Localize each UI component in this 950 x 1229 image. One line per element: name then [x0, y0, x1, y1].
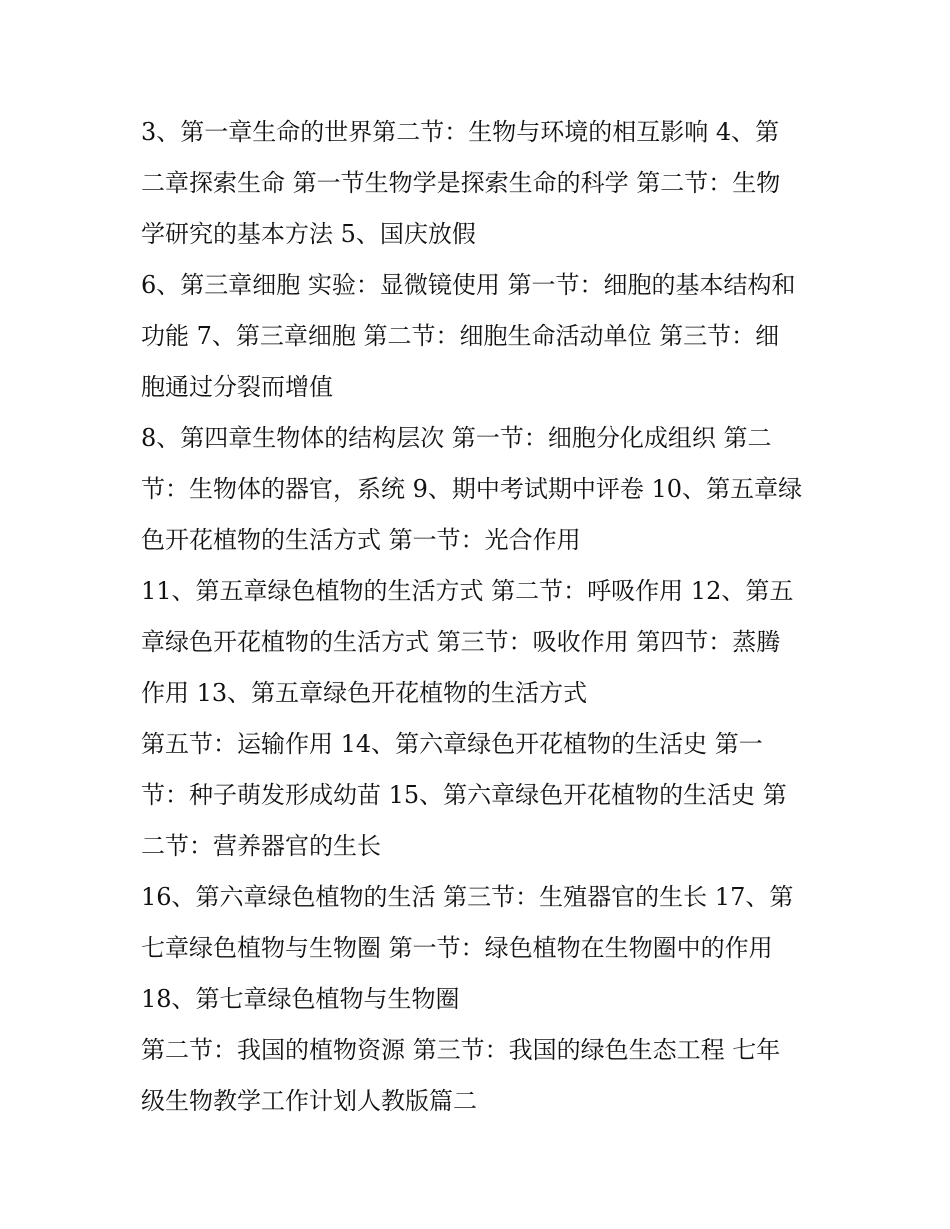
text-line: 色开花植物的生活方式 第一节：光合作用 [141, 526, 581, 554]
text-line: 作用 13、第五章绿色开花植物的生活方式 [141, 679, 588, 707]
text-line: 3、第一章生命的世界第二节：生物与环境的相互影响 4、第 [141, 118, 780, 146]
text-line: 二节：营养器官的生长 [141, 832, 381, 860]
text-line: 18、第七章绿色植物与生物圈 [141, 985, 460, 1013]
text-line: 第五节：运输作用 14、第六章绿色开花植物的生活史 第一 [141, 730, 763, 758]
text-line: 节：种子萌发形成幼苗 15、第六章绿色开花植物的生活史 第 [141, 781, 787, 809]
text-line: 16、第六章绿色植物的生活 第三节：生殖器官的生长 17、第 [141, 883, 794, 911]
text-line: 胞通过分裂而增值 [141, 373, 333, 401]
text-line: 6、第三章细胞 实验：显微镜使用 第一节：细胞的基本结构和 [141, 271, 796, 299]
text-line: 七章绿色植物与生物圈 第一节：绿色植物在生物圈中的作用 [141, 934, 773, 962]
text-line: 学研究的基本方法 5、国庆放假 [141, 220, 476, 248]
text-line: 8、第四章生物体的结构层次 第一节：细胞分化成组织 第二 [141, 424, 772, 452]
text-line: 二章探索生命 第一节生物学是探索生命的科学 第二节：生物 [141, 169, 781, 197]
text-line: 节：生物体的器官，系统 9、期中考试期中评卷 10、第五章绿 [141, 475, 803, 503]
text-line: 第二节：我国的植物资源 第三节：我国的绿色生态工程 七年 [141, 1036, 781, 1064]
text-line: 级生物教学工作计划人教版篇二 [141, 1087, 477, 1115]
text-line: 功能 7、第三章细胞 第二节：细胞生命活动单位 第三节：细 [141, 322, 780, 350]
text-line: 11、第五章绿色植物的生活方式 第二节：呼吸作用 12、第五 [141, 577, 794, 605]
body-text [141, 107, 841, 1127]
text-line: 章绿色开花植物的生活方式 第三节：吸收作用 第四节：蒸腾 [141, 628, 781, 656]
